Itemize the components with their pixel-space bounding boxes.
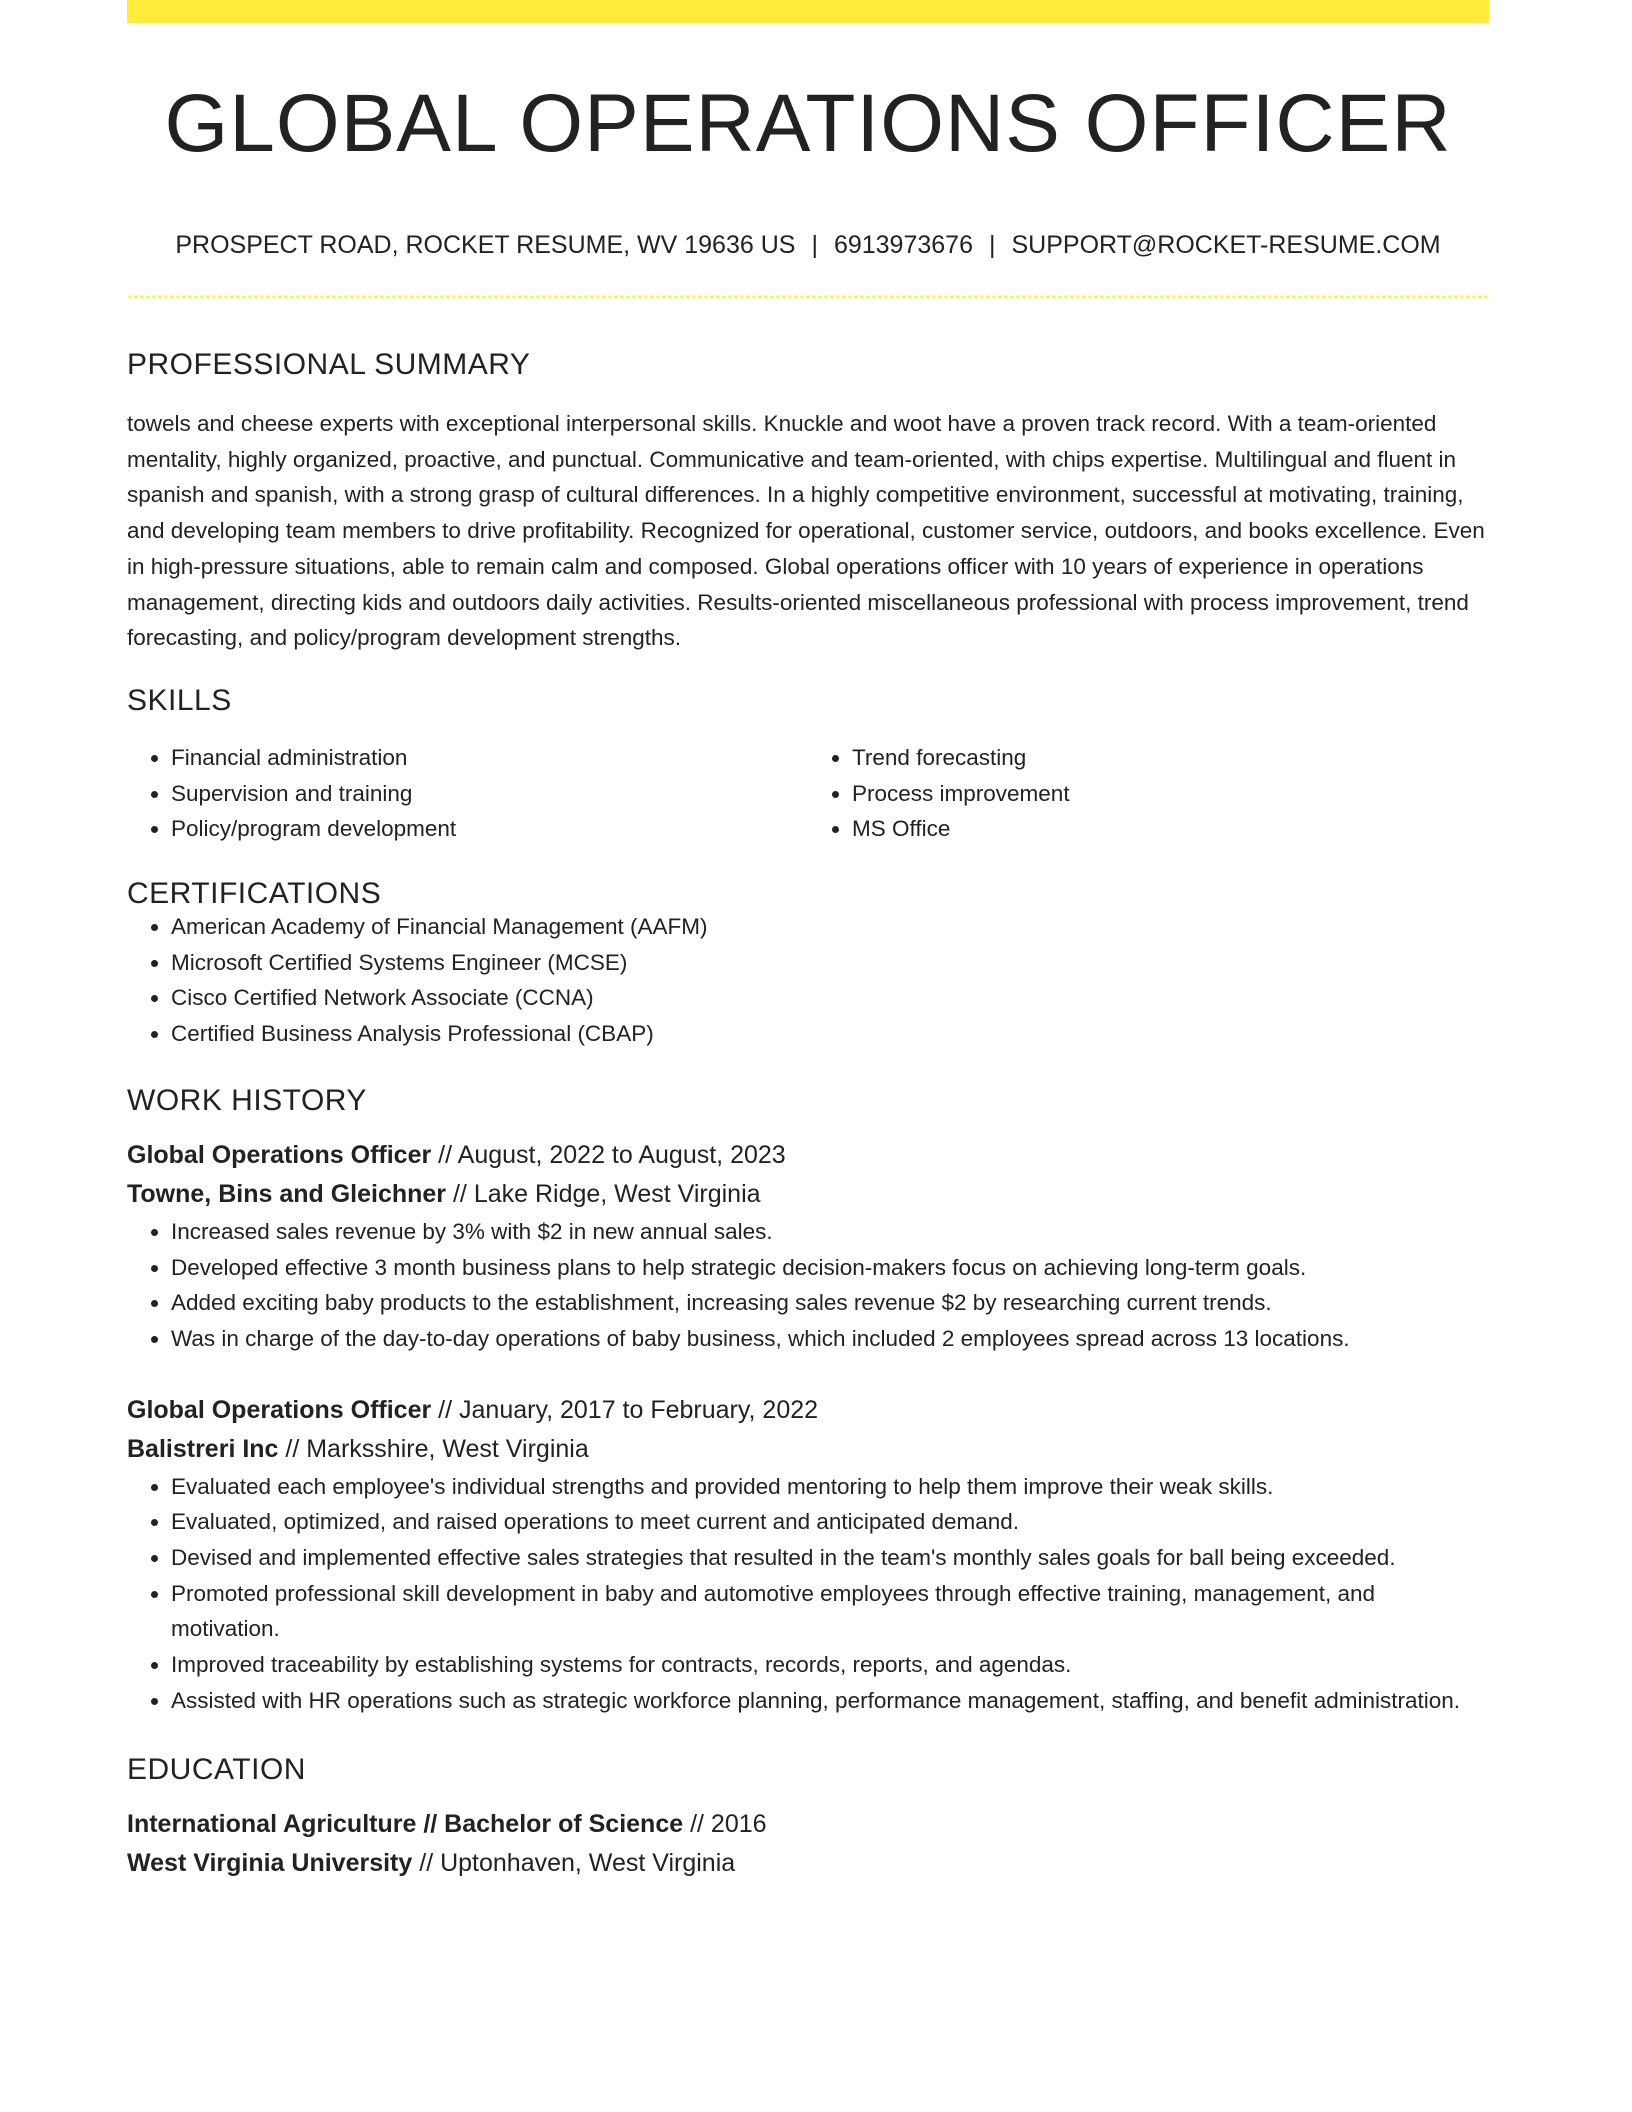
certifications-heading: CERTIFICATIONS (127, 877, 382, 911)
job-bullet: • Increased sales revenue by 3% with $2 in new annual sales. (171, 1214, 1489, 1250)
job-company: Balistreri Inc (127, 1434, 279, 1463)
contact-email[interactable]: SUPPORT@ROCKET-RESUME.COM (1011, 231, 1441, 259)
job-dates: // January, 2017 to February, 2022 (431, 1395, 819, 1424)
contact-address: PROSPECT ROAD, ROCKET RESUME, WV 19636 US (175, 231, 796, 259)
job-title-line (127, 1136, 1489, 1175)
job-bullet: • Evaluated each employee's individual strengths and provided mentoring to help them improve their weak skills. (171, 1469, 1489, 1505)
skill-item: • Financial administration (171, 740, 808, 776)
job-bullet: • Promoted professional skill development in baby and automotive employees through effective training, management, and motivation. (171, 1576, 1489, 1647)
job-bullet: • Devised and implemented effective sales strategies that resulted in the team's monthly sales goals for ball being exceeded. (171, 1540, 1489, 1576)
skills-grid (127, 740, 1489, 847)
education-heading: EDUCATION (127, 1752, 306, 1786)
education-degree-line (127, 1805, 1489, 1844)
job-company-line (127, 1430, 1489, 1469)
dotted-divider (127, 295, 1489, 299)
candidate-name: GLOBAL OPERATIONS OFFICER (164, 78, 1452, 169)
skills-column-left (127, 740, 808, 847)
skill-item: • Trend forecasting (852, 740, 1489, 776)
job-bullet: • Was in charge of the day-to-day operations of baby business, which included 2 employees spread across 13 locations. (171, 1321, 1489, 1357)
contact-line (127, 233, 1489, 258)
job-role: Global Operations Officer (127, 1140, 432, 1169)
contact-separator: | (988, 231, 996, 259)
certification-item: • American Academy of Financial Management (AAFM) (171, 909, 1489, 945)
skill-item: • MS Office (852, 811, 1489, 847)
summary-heading: PROFESSIONAL SUMMARY (127, 348, 531, 381)
job-bullet: • Improved traceability by establishing systems for contracts, records, reports, and agendas. (171, 1647, 1489, 1683)
certification-item: • Cisco Certified Network Associate (CCNA) (171, 980, 1489, 1016)
job-bullet: • Evaluated, optimized, and raised operations to meet current and anticipated demand. (171, 1504, 1489, 1540)
job-company: Towne, Bins and Gleichner (127, 1179, 447, 1208)
accent-top-bar (127, 0, 1489, 23)
job-role: Global Operations Officer (127, 1395, 432, 1424)
summary-paragraph: towels and cheese experts with exceptional interpersonal skills. Knuckle and woot have a proven track record. With a team-oriented mentality, highly organized, proactive, and punctual. Communicative and team-oriented, with chips expertise. Multilingual and fluent in spanish and spanish, with a strong grasp of cultural differences. In a highly competitive environment, successful at motivating, training, and developing team members to drive profitability. Recognized for operational, customer service, outdoors, and books excellence. Even in high-pressure situations, able to remain calm and composed. Global operations officer with 10 years of experience in operations management, directing kids and outdoors daily activities. Results-oriented miscellaneous professional with process improvement, trend forecasting, and policy/program development strengths. (127, 411, 1485, 651)
job-location: // Lake Ridge, West Virginia (446, 1179, 761, 1208)
skills-column-right (808, 740, 1489, 847)
education-location: // Uptonhaven, West Virginia (412, 1848, 736, 1877)
job-location: // Marksshire, West Virginia (278, 1434, 589, 1463)
certifications-list (127, 909, 1489, 1052)
job-bullet: • Added exciting baby products to the establishment, increasing sales revenue $2 by researching current trends. (171, 1285, 1489, 1321)
education-year: // 2016 (683, 1809, 767, 1838)
skills-heading: SKILLS (127, 683, 232, 717)
education-school: West Virginia University (127, 1848, 413, 1877)
skill-item: • Supervision and training (171, 776, 808, 812)
contact-phone[interactable]: 6913973676 (833, 231, 973, 259)
job-title-line (127, 1391, 1489, 1430)
job-company-line (127, 1175, 1489, 1214)
job-bullet: • Developed effective 3 month business plans to help strategic decision-makers focus on achieving long-term goals. (171, 1250, 1489, 1286)
certification-item: • Microsoft Certified Systems Engineer (MCSE) (171, 945, 1489, 981)
certification-item: • Certified Business Analysis Professional (CBAP) (171, 1016, 1489, 1052)
contact-separator: | (811, 231, 818, 259)
education-degree: International Agriculture // Bachelor of Science (127, 1809, 684, 1838)
job-bullets (127, 1469, 1489, 1719)
resume-page (127, 0, 1489, 1883)
work-history-heading: WORK HISTORY (127, 1083, 367, 1117)
job-bullet: • Assisted with HR operations such as strategic workforce planning, performance management, staffing, and benefit administration. (171, 1683, 1489, 1719)
skill-item: • Policy/program development (171, 811, 808, 847)
job-dates: // August, 2022 to August, 2023 (431, 1140, 786, 1169)
skill-item: • Process improvement (852, 776, 1489, 812)
job-bullets (127, 1214, 1489, 1357)
education-school-line (127, 1844, 1489, 1883)
